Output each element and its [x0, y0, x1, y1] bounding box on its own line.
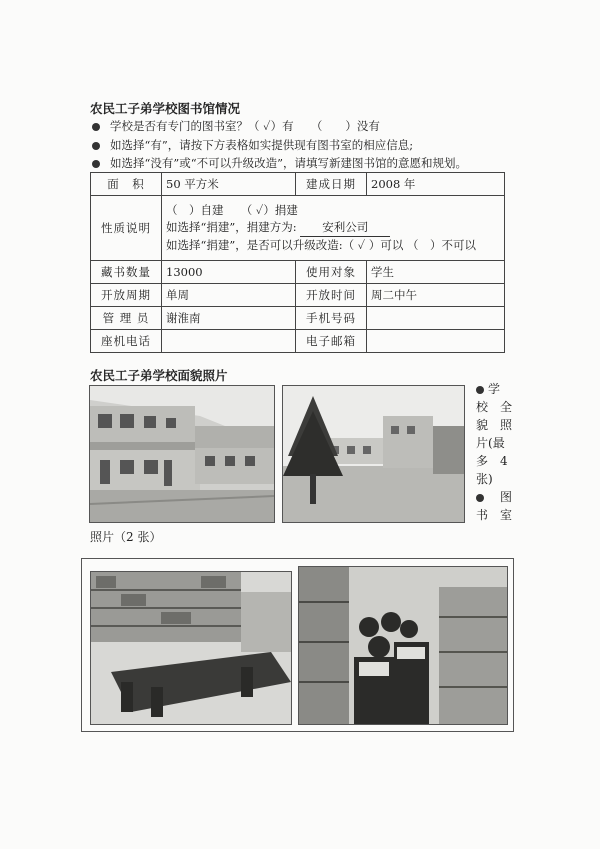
table-row	[91, 196, 505, 261]
bullet-text: 如选择“有”，请按下方表格如实提供现有图书室的相应信息;	[110, 138, 414, 152]
note-char: (最	[488, 436, 505, 450]
hours-label: 开放时间	[296, 284, 367, 307]
bullet-text: 学校是否有专门的图书室？（ ✓）有 （ ）没有	[110, 119, 380, 133]
email-label: 电子邮箱	[296, 330, 367, 353]
library-info-table	[90, 172, 505, 353]
note-char: 多	[476, 454, 489, 468]
note-char: 图	[500, 490, 513, 504]
note-char: 貌	[476, 418, 489, 432]
table-row	[91, 284, 505, 307]
donor-prefix: 如选择“捐建”，捐建方为:	[166, 220, 297, 234]
donor-value: 安利公司	[300, 219, 390, 237]
school-photo-courtyard	[282, 385, 465, 523]
date-label: 建成日期	[296, 173, 367, 196]
table-row	[91, 307, 505, 330]
users-value: 学生	[367, 261, 505, 284]
area-label: 面 积	[91, 173, 162, 196]
manager-label: 管 理 员	[91, 307, 162, 330]
period-label: 开放周期	[91, 284, 162, 307]
library-photo-students	[298, 566, 508, 725]
students-shelves-image	[299, 567, 507, 724]
note-char: 张)	[476, 472, 493, 486]
books-value: 13000	[162, 261, 296, 284]
users-label: 使用对象	[296, 261, 367, 284]
school-courtyard-image	[283, 386, 464, 522]
phone-value	[162, 330, 296, 353]
bullet-dot-icon	[92, 142, 100, 150]
bullet-text: 如选择“没有”或“不可以升级改造”，请填写新建图书馆的意愿和规划。	[110, 156, 468, 170]
bullet-dot-icon	[476, 386, 484, 394]
bullet-dot-icon	[92, 123, 100, 131]
note-char: 全	[500, 400, 513, 414]
nature-label: 性质说明	[91, 196, 162, 261]
school-building-image	[90, 386, 274, 522]
mobile-value	[367, 307, 505, 330]
bullet-if-no	[92, 155, 467, 171]
section-title-library: 农民工子弟学校图书馆情况	[90, 101, 241, 116]
email-value	[367, 330, 505, 353]
bullet-dot-icon	[476, 494, 484, 502]
hours-value: 周二中午	[367, 284, 505, 307]
table-row	[91, 261, 505, 284]
table-row	[91, 173, 505, 196]
period-value: 单周	[162, 284, 296, 307]
note-char: 校	[476, 400, 489, 414]
bullet-has-library	[92, 118, 380, 134]
manager-value: 谢淮南	[162, 307, 296, 330]
bullet-dot-icon	[92, 160, 100, 168]
photo-note-tail: 照片（2 张）	[90, 530, 162, 544]
section-title-photos: 农民工子弟学校面貌照片	[90, 368, 228, 383]
note-char: 片	[476, 436, 489, 450]
note-char: 照	[500, 418, 513, 432]
books-label: 藏书数量	[91, 261, 162, 284]
note-char: 学	[488, 382, 501, 396]
table-row	[91, 330, 505, 353]
nature-value	[162, 196, 505, 261]
school-photo-building	[89, 385, 275, 523]
note-char: 4	[500, 454, 508, 468]
nature-line-3: 如选择“捐建”，是否可以升级改造:（ ✓ ）可以 （ ）不可以	[166, 238, 477, 252]
note-char: 书	[476, 508, 489, 522]
nature-line-2	[166, 219, 500, 237]
photo-side-note	[476, 380, 516, 524]
phone-label: 座机电话	[91, 330, 162, 353]
note-char: 室	[500, 508, 513, 522]
reading-room-image	[91, 572, 291, 724]
library-photo-reading-room	[90, 571, 292, 725]
area-value: 50 平方米	[162, 173, 296, 196]
date-value: 2008 年	[367, 173, 505, 196]
bullet-if-yes	[92, 137, 413, 153]
mobile-label: 手机号码	[296, 307, 367, 330]
nature-line-1: （ ）自建 （ ✓）捐建	[166, 203, 298, 217]
